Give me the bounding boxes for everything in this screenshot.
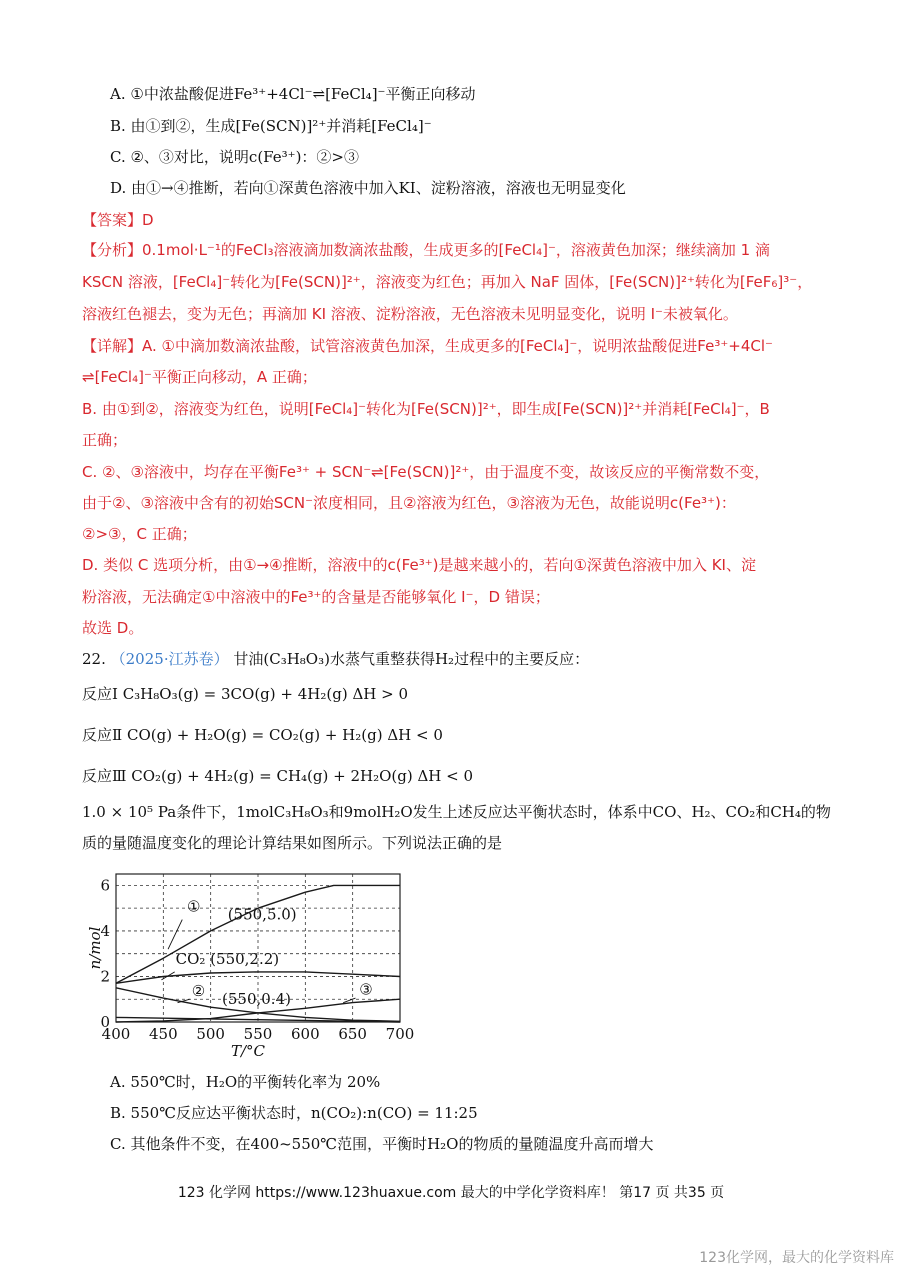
q22-option-b: B. 550℃反应达平衡状态时，n(CO₂):n(CO) = 11:25 <box>110 1104 478 1122</box>
x-tick-label: 650 <box>338 1025 367 1043</box>
option-d: D. 由①→④推断，若向①深黄色溶液中加入KI、淀粉溶液，溶液也无明显变化 <box>110 179 626 197</box>
detail-line-5: C. ②、③溶液中，均存在平衡Fe³⁺ + SCN⁻⇌[Fe(SCN)]²⁺，由于温度不变，故该反应的平衡常数不变， <box>82 463 770 481</box>
option-b: B. 由①到②，生成[Fe(SCN)]²⁺并消耗[FeCl₄]⁻ <box>110 117 432 135</box>
y-axis-label: n/mol <box>86 926 104 970</box>
answer: 【答案】D <box>82 211 154 229</box>
detail-line-10: 故选 D。 <box>82 619 144 637</box>
condition-line-1: 1.0 × 10⁵ Pa条件下，1molC₃H₈O₃和9molH₂O发生上述反应达平衡状态时，体系中CO、H₂、CO₂和CH₄的物 <box>82 803 831 821</box>
chart-labels <box>161 898 372 1008</box>
y-tick-label: 2 <box>100 967 110 986</box>
condition-line-2: 质的量随温度变化的理论计算结果如图所示。下列说法正确的是 <box>82 834 503 852</box>
detail-line-9: 粉溶液，无法确定①中溶液中的Fe³⁺的含量是否能够氧化 I⁻，D 错误； <box>82 588 550 606</box>
leader-series-1 <box>168 920 182 950</box>
reaction-1: 反应Ⅰ C₃H₈O₃(g) = 3CO(g) + 4H₂(g) ΔH > 0 <box>82 685 409 703</box>
watermark: 123化学网，最大的化学资料库 <box>699 1250 894 1266</box>
page-footer: 123 化学网 https://www.123huaxue.com 最大的中学化学资料库！ 第17 页 共35 页 <box>177 1185 725 1201</box>
question-22-header <box>82 649 589 669</box>
analysis-line-1: 【分析】0.1mol·L⁻¹的FeCl₃溶液滴加数滴浓盐酸，生成更多的[FeCl₄]⁻，溶液黄色加深；继续滴加 1 滴 <box>82 241 770 259</box>
annotation-point-550-5: (550,5.0) <box>227 905 297 924</box>
y-tick-label: 0 <box>100 1013 110 1031</box>
detail-line-7: ②>③，C 正确； <box>82 525 197 543</box>
temperature-chart <box>86 864 434 1064</box>
reaction-3: 反应Ⅲ CO₂(g) + 4H₂(g) = CH₄(g) + 2H₂O(g) ΔH < 0 <box>82 767 474 785</box>
analysis-line-2: KSCN 溶液，[FeCl₄]⁻转化为[Fe(SCN)]²⁺，溶液变为红色；再加入 NaF 固体，[Fe(SCN)]²⁺转化为[FeF₆]³⁻， <box>82 273 813 291</box>
x-tick-label: 400 <box>101 1025 131 1043</box>
x-tick-label: 500 <box>196 1025 225 1043</box>
detail-line-8: D. 类似 C 选项分析，由①→④推断，溶液中的c(Fe³⁺)是越来越小的，若向①深黄色溶液中加入 KI、淀 <box>82 556 756 574</box>
annotation-series-1: ① <box>187 897 201 916</box>
analysis-line-3: 溶液红色褪去，变为无色；再滴加 KI 溶液、淀粉溶液，无色溶液未见明显变化，说明 I⁻未被氧化。 <box>82 305 738 323</box>
annotation-series-3: ③ <box>359 980 373 999</box>
option-a: A. ①中浓盐酸促进Fe³⁺+4Cl⁻⇌[FeCl₄]⁻平衡正向移动 <box>110 85 476 103</box>
question-stem: 甘油(C₃H₈O₃)水蒸气重整获得H₂过程中的主要反应： <box>233 650 590 668</box>
question-source: （2025·江苏卷） <box>110 650 229 668</box>
detail-line-2: ⇌[FeCl₄]⁻平衡正向移动，A 正确； <box>82 368 317 386</box>
detail-line-1: 【详解】A. ①中滴加数滴浓盐酸，试管溶液黄色加深，生成更多的[FeCl₄]⁻，说明浓盐酸促进Fe³⁺+4Cl⁻ <box>82 337 773 355</box>
annotation-point-550-04: (550,0.4) <box>222 989 291 1008</box>
annotation-co2: CO₂ (550,2.2) <box>175 949 280 968</box>
y-tick-label: 6 <box>100 876 110 895</box>
question-number: 22. <box>82 650 106 668</box>
detail-line-3: B. 由①到②，溶液变为红色，说明[FeCl₄]⁻转化为[Fe(SCN)]²⁺，即生成[Fe(SCN)]²⁺并消耗[FeCl₄]⁻，B <box>82 400 770 418</box>
q22-option-a: A. 550℃时，H₂O的平衡转化率为 20% <box>110 1073 381 1091</box>
x-tick-label: 600 <box>291 1025 320 1043</box>
detail-line-6: 由于②、③溶液中含有的初始SCN⁻浓度相同，且②溶液为红色，③溶液为无色，故能说明c(Fe³⁺)： <box>82 494 736 512</box>
x-tick-label: 450 <box>149 1025 178 1043</box>
y-tick-label: 4 <box>100 921 110 940</box>
x-tick-label: 700 <box>385 1025 415 1043</box>
reaction-2: 反应Ⅱ CO(g) + H₂O(g) = CO₂(g) + H₂(g) ΔH < 0 <box>82 726 443 744</box>
x-tick-label: 550 <box>243 1025 273 1043</box>
x-axis-label: T/°C <box>230 1042 266 1060</box>
annotation-series-2: ② <box>191 981 206 1000</box>
option-c: C. ②、③对比，说明c(Fe³⁺)：②>③ <box>110 148 359 166</box>
detail-line-4: 正确； <box>82 431 128 449</box>
q22-option-c: C. 其他条件不变，在400~550℃范围，平衡时H₂O的物质的量随温度升高而增大 <box>110 1135 654 1153</box>
